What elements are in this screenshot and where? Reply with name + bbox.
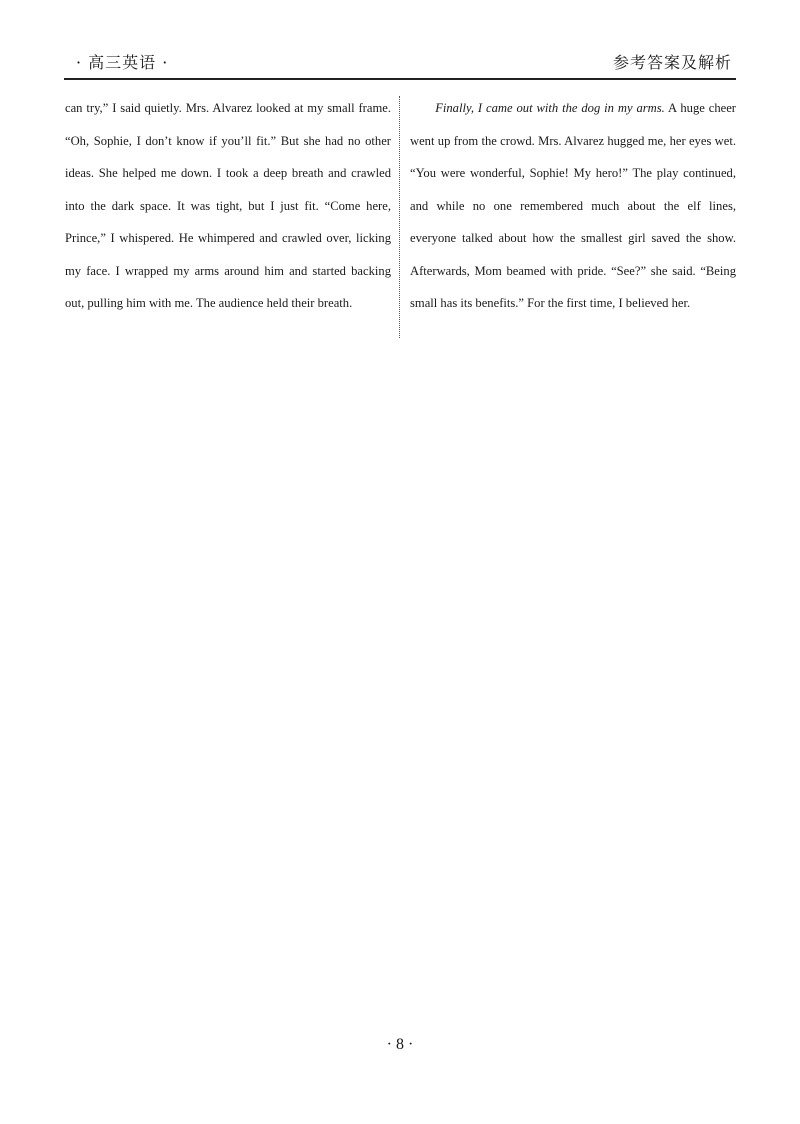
header-rule: [64, 78, 736, 80]
italic-lead-sentence: Finally, I came out with the dog in my arms.: [435, 101, 665, 115]
header-subject-title: · 高三英语 ·: [76, 53, 169, 72]
header-section-title: 参考答案及解析: [612, 53, 732, 72]
right-column: [410, 92, 736, 320]
left-column-paragraph: can try,” I said quietly. Mrs. Alvarez looked at my small frame. “Oh, Sophie, I don’t know if you’ll fit.” But she had no other ideas. She helped me down. I took a deep breath and crawled into the dark space. It was tight, but I just fit. “Come here, Prince,” I whispered. He whimpered and crawled over, licking my face. I wrapped my arms around him and started backing out, pulling him with me. The audience held their breath.: [65, 101, 391, 310]
column-divider: [399, 96, 400, 338]
page-number: · 8 ·: [386, 1036, 414, 1053]
right-column-paragraph: [410, 92, 736, 320]
right-column-text: A huge cheer went up from the crowd. Mrs. Alvarez hugged me, her eyes wet. “You were wonderful, Sophie! My hero!” The play continued, and while no one remembered much about the elf lines, everyone talked about how the smallest girl saved the show. Afterwards, Mom beamed with pride. “See?” she said. “Being small has its benefits.” For the first time, I believed her.: [410, 101, 736, 310]
left-column: [65, 92, 391, 320]
